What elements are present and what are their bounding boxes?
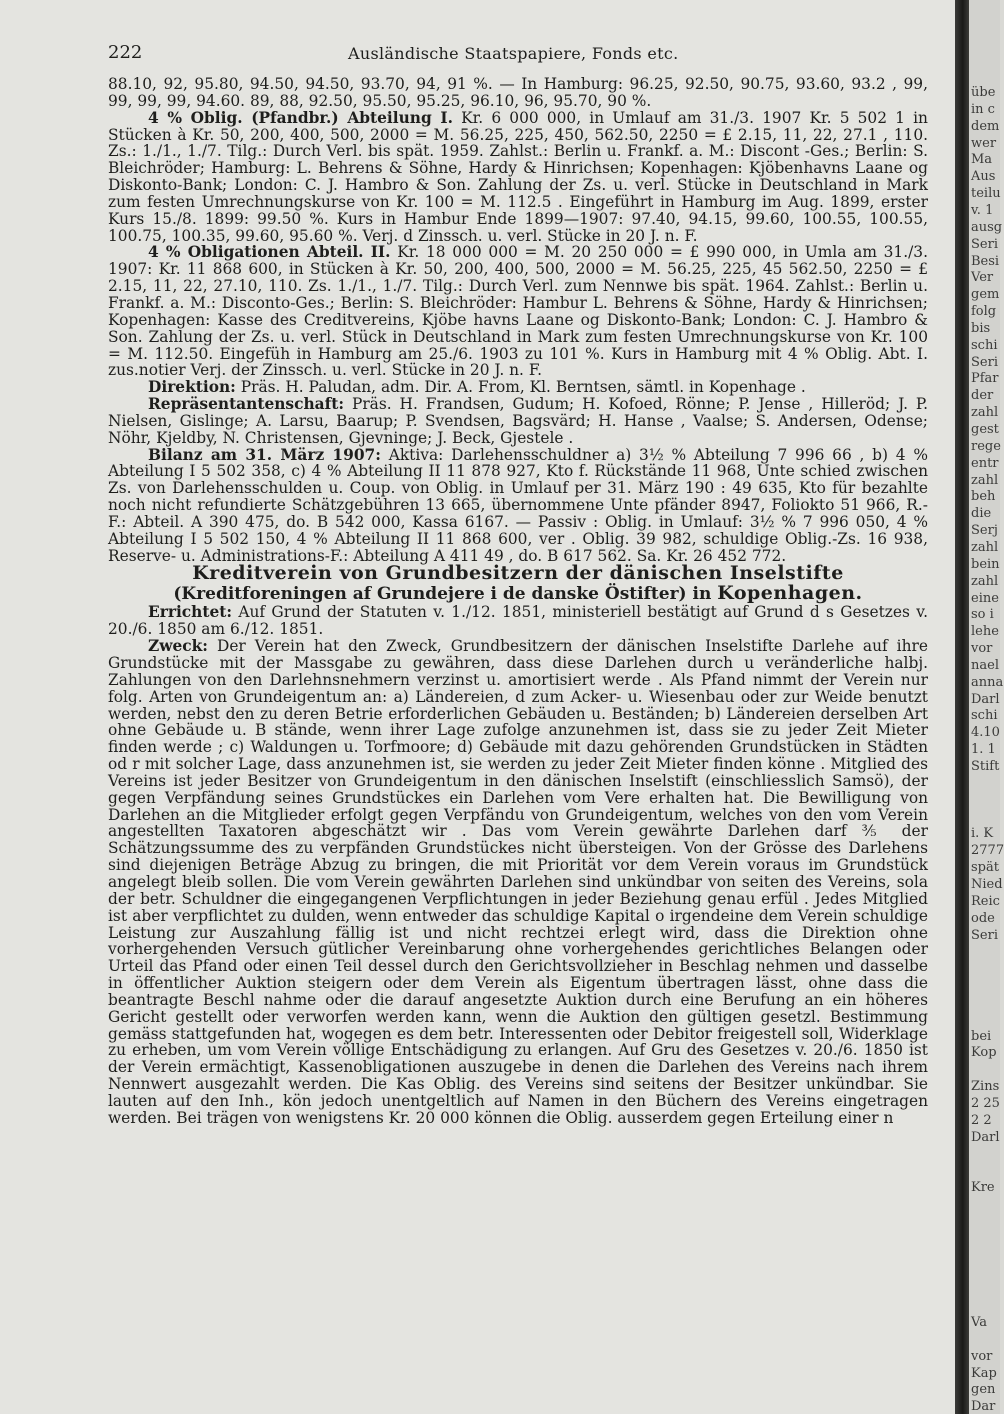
paragraph-heading: Bilanz am 31. März 1907:	[148, 445, 381, 464]
adjacent-page-fragment: Seri	[971, 354, 998, 370]
adjacent-page-fragment: 2 25	[971, 1096, 1000, 1111]
adjacent-page-fragment: Pfar	[971, 371, 999, 387]
paragraph-heading: 4 % Obligationen Abteil. II.	[148, 243, 391, 262]
adjacent-page-fragment: Kap	[971, 1365, 997, 1381]
paragraph-text: Präs. H. Frandsen, Gudum; H. Kofoed, Rönne; P. Jense , Hilleröd; J. P. Nielsen, Gislinge; A. Larsu, Baarup; P. Svendsen, Bagsvärd; H. Hanse , Vaalse; S. Andersen, Odense; Nöhr, Kjeldby, N. Christensen, Gjevninge; J. Beck, Gjestele .	[108, 395, 928, 447]
page-number: 222	[108, 42, 143, 63]
paragraph	[108, 379, 928, 396]
paragraph	[108, 396, 928, 447]
adjacent-page-fragment: Dar	[971, 1399, 996, 1414]
company-subtitle: (Kreditforeningen af Grundejere i de danske Östifter) in	[173, 584, 712, 605]
paragraph	[108, 447, 928, 565]
adjacent-page-fragment: Kop	[971, 1045, 997, 1061]
adjacent-page-fragment: Zins	[971, 1079, 1000, 1095]
company-heading	[108, 564, 928, 604]
paragraph-heading: Direktion:	[148, 378, 236, 397]
adjacent-page-fragment: 2 2	[971, 1112, 992, 1128]
adjacent-page-fragment: nael	[971, 657, 999, 673]
adjacent-page-fragment: ausg	[971, 219, 1003, 235]
adjacent-page-fragment: Stift	[971, 759, 1000, 774]
paragraph-text: Kr. 18 000 000 = M. 20 250 000 = £ 990 000, in Umla am 31./3. 1907: Kr. 11 868 600, in Stücken à Kr. 50, 200, 400, 500, 2000 = M. 56.25, 225, 45 562.50, 2250 = £ 2.15, 11, 22, 27.10, 110. Zs. 1./1., 1./7. Tilg.: Durch Verl. zum Nennwe bis spät. 1964. Zahlst.: Berlin u. Frankf. a. M.: Disconto-Ges.; Berlin: S. Bleichröder: Hambur L. Behrens & Söhne, Hardy & Hinrichsen; Kopenhagen: Kasse des Creditvereins, Kjöbe havns Laane og Diskonto-Bank; London: C. J. Hambro & Son. Zahlung der Zs. u. verl. Stück in Deutschland in Mark zum festen Umrechnungskurse von Kr. 100 = M. 112.50. Eingefüh in Hamburg am 25./6. 1903 zu 101 %. Kurs in Hamburg mit 4 % Oblig. Abt. I. zus.notier Verj. der Zinssch. u. verl. Stücke in 20 J. n. F.	[108, 243, 928, 380]
adjacent-page-fragment: schi	[971, 337, 998, 353]
paragraph-text: Präs. H. Paludan, adm. Dir. A. From, Kl. Berntsen, sämtl. in Kopenhage .	[240, 378, 806, 397]
adjacent-page-fragment: teilu	[971, 186, 1001, 202]
paragraph	[108, 244, 928, 379]
adjacent-page-fragment: spät	[971, 860, 999, 876]
adjacent-page-fragment: so i	[971, 607, 994, 623]
paragraph	[108, 76, 928, 110]
adjacent-page-fragment: Darl	[971, 1129, 1000, 1145]
paragraph-text: Aktiva: Darlehensschuldner a) 3½ % Abteilung 7 996 66 , b) 4 % Abteilung I 5 502 358, c) 4 % Abteilung II 11 878 927, Kto f. Rückstände 11 968, Unte schied zwischen Zs. von Darlehensschulden u. Coup. von Oblig. in Umlauf per 31. März 190 : 49 635, Kto für bezahlte noch nicht refundierte Schätzgebühren 13 665, übernommene Unte pfänder 8947, Foliokto 51 966, R.-F.: Abteil. A 390 475, do. B 542 000, Kassa 6167. — Passiv : Oblig. in Umlauf: 3½ % 7 996 050, 4 % Abteilung I 5 502 150, 4 % Abteilung II 11 868 600, ver . Oblig. 39 982, schuldige Oblig.-Zs. 16 938, Reserve- u. Administrations-F.: Abteilung A 411 49 , do. B 617 562. Sa. Kr. 26 452 772.	[108, 445, 928, 565]
adjacent-page-fragment: Serj	[971, 523, 998, 539]
adjacent-page-fragment: Reic	[971, 893, 1000, 909]
adjacent-page-fragment: 1. 1	[971, 742, 996, 758]
adjacent-page-fragment: Nied	[971, 876, 1003, 892]
paragraph-heading: 4 % Oblig. (Pfandbr.) Abteilung I.	[148, 108, 453, 127]
paragraph	[108, 110, 928, 245]
adjacent-page-fragment: 4.10	[971, 725, 1000, 741]
adjacent-page-fragment: vor	[971, 1348, 993, 1364]
adjacent-page-fragment: der	[971, 388, 994, 404]
paragraph	[108, 638, 928, 1126]
paragraph-heading: Repräsentantenschaft:	[148, 395, 345, 414]
adjacent-page-fragment: folg	[971, 304, 997, 320]
adjacent-page-fragment: Va	[971, 1315, 987, 1331]
adjacent-page-fragment: Kre	[971, 1180, 995, 1196]
adjacent-page-fragment: bei	[971, 1028, 992, 1044]
adjacent-page-fragment: in c	[971, 101, 995, 117]
adjacent-page-fragment: Ver	[971, 270, 994, 286]
adjacent-page-fragment: bein	[971, 556, 1000, 572]
paragraph-heading: Zweck:	[148, 637, 208, 656]
paragraph-text: 88.10, 92, 95.80, 94.50, 94.50, 93.70, 94, 91 %. — In Hamburg: 96.25, 92.50, 90.75, 93.60, 93.2 , 99, 99, 99, 99, 94.60. 89, 88, 92.50, 95.50, 95.25, 96.10, 96, 95.70, 90 %.	[108, 75, 928, 110]
adjacent-page-fragment: dem	[971, 118, 1000, 134]
adjacent-page-fragment: rege	[971, 438, 1001, 454]
adjacent-page-fragment: zahl	[971, 539, 999, 555]
paragraph-text: Der Verein hat den Zweck, Grundbesitzern der dänischen Inselstifte Darlehe auf ihre Grundstücke mit der Massgabe zu gewähren, dass diese Darlehen durch u veränderliche halbj. Zahlungen von den Darlehnsnehmern verzinst u. amortisiert werde . Als Pfand nimmt der Verein nur folg. Arten von Grundeigentum an: a) Ländereien, d zum Acker- u. Wiesenbau oder zur Weide benutzt werden, nebst den zu deren Betrie erforderlichen Gebäuden u. Beständen; b) Ländereien derselben Art ohne Gebäude u. B stände, wenn ihrer Lage zufolge anzunehmen ist, dass sie zu jeder Zeit Mieter finden werde ; c) Waldungen u. Torfmoore; d) Gebäude mit dazu gehörenden Grundstücken in Städten od r mit solcher Lage, dass anzunehmen ist, sie werden zu jeder Zeit Mieter finden könne . Mitglied des Vereins ist jeder Besitzer von Grundeigentum in den dänischen Inselstift (einschliesslich Samsö), der gegen Verpfändung seines Grundstückes ein Darlehen vom Vere erhalten hat. Die Bewilligung von Darlehen an die Mitglieder erfolgt gegen Verpfändu von Grundeigentum, welches von den vom Verein angestellten Taxatoren abgeschätzt wir . Das vom Verein gewährte Darlehen darf ⅗ der Schätzungssumme des zu verpfänden Grundstückes nicht übersteigen. Von der Grösse des Darlehens sind diejenigen Beträge Abzug zu bringen, die mit Priorität vor dem Verein voraus im Grundstück angelegt bleib sollen. Die vom Verein gewährten Darlehen sind unkündbar von seiten des Vereins, sola der betr. Schuldner die eingegangenen Verpflichtungen in jeder Beziehung genau erfül . Jedes Mitglied ist aber verpflichtet zu dulden, wenn entweder das schuldige Kapital o irgendeine dem Verein schuldige Leistung zur Auszahlung fällig ist und nicht rechtzei erlegt wird, dass die Direktion ohne vorhergehenden Versuch gütlicher Vereinbarung ohne vorhergehendes gerichtliches Belangen oder Urteil das Pfand oder einen Teil dessel durch den Gerichtsvollzieher in Beschlag nehmen und dasselbe in öffentlicher Auktion steigern oder dem Verein als Eigentum übertragen lässt, ohne dass die beantragte Beschl nahme oder die darauf angesetzte Auktion durch eine Berufung an ein höheres Gericht gestellt oder verworfen werden kann, wenn die Auktion den gültigen gesetzl. Bestimmung gemäss stattgefunden hat, wogegen es dem betr. Interessenten oder Debitor freigestell soll, Widerklage zu erheben, um vom Verein völlige Entschädigung zu erlangen. Auf Gru des Gesetzes v. 20./6. 1850 ist der Verein ermächtigt, Kassenobligationen auszugebe in denen die Darlehen des Vereins nach ihrem Nennwert ausgezahlt werden. Die Kas Oblig. des Vereins sind seitens der Besitzer unkündbar. Sie lauten auf den Inh., kön jedoch unentgeltlich auf Namen in den Büchern des Vereins eingetragen werden. Bei trägen von wenigstens Kr. 20 000 können die Oblig. ausserdem gegen Erteilung einer n	[108, 637, 928, 1127]
company-name: Kreditverein von Grundbesitzern der dänischen Inselstifte	[192, 562, 844, 585]
adjacent-page-fragment: vor	[971, 641, 993, 657]
adjacent-page-fragment: Darl	[971, 691, 1000, 707]
paragraph	[108, 604, 928, 638]
adjacent-page-fragment: gest	[971, 422, 999, 437]
adjacent-page-fragment: lehe	[971, 624, 999, 640]
paragraph-heading: Errichtet:	[148, 603, 233, 622]
adjacent-page-fragment: bis	[971, 320, 991, 336]
adjacent-page-fragment: wer	[971, 135, 997, 151]
adjacent-page-fragment: Besi	[971, 253, 1000, 269]
adjacent-page-fragment: ode	[971, 910, 995, 926]
adjacent-page-fragment: Ma	[971, 152, 993, 168]
adjacent-page-fragment: 2777	[971, 843, 1004, 859]
adjacent-page-fragment: zahl	[971, 573, 999, 589]
adjacent-page-fragment: eine	[971, 590, 999, 606]
adjacent-page-fragment: gem	[971, 287, 1000, 303]
adjacent-page-fragment: anna	[971, 674, 1004, 690]
adjacent-page-fragment: gen	[971, 1382, 996, 1398]
adjacent-page-fragment: beh	[971, 489, 996, 505]
adjacent-page-fragment: zahl	[971, 405, 999, 421]
company-city: Kopenhagen.	[717, 582, 863, 605]
adjacent-page-fragment: entr	[971, 455, 999, 471]
running-title: Ausländische Staatspapiere, Fonds etc.	[348, 44, 679, 63]
adjacent-page-fragment: übe	[971, 85, 996, 100]
page-body	[108, 76, 928, 1127]
paragraph-text: Auf Grund der Statuten v. 1./12. 1851, ministeriell bestätigt auf Grund d s Gesetzes v. 20./6. 1850 am 6./12. 1851.	[108, 603, 928, 639]
adjacent-page-fragment: v. 1	[971, 202, 994, 218]
adjacent-page-fragment: schi	[971, 708, 998, 724]
book-gutter	[955, 0, 969, 1414]
adjacent-page-fragment: zahl	[971, 472, 999, 488]
adjacent-page-fragment: i. K	[971, 826, 994, 842]
paragraph-text: Kr. 6 000 000, in Umlauf am 31./3. 1907 Kr. 5 502 1 in Stücken à Kr. 50, 200, 400, 500, 2000 = M. 56.25, 225, 450, 562.50, 2250 = £ 2.15, 11, 22, 27.1 , 110. Zs.: 1./1., 1./7. Tilg.: Durch Verl. bis spät. 1959. Zahlst.: Berlin u. Frankf. a. M.: Discont -Ges.; Berlin: S. Bleichröder; Hamburg: L. Behrens & Söhne, Hardy & Hinrichsen; Kopenhagen: Kjöbenhavns Laane og Diskonto-Bank; London: C. J. Hambro & Son. Zahlung der Zs. u. verl. Stücke in Deutschland in Mark zum festen Umrechnungskurse von Kr. 100 = M. 112.5 . Eingeführt in Hamburg im Aug. 1899, erster Kurs 15./8. 1899: 99.50 %. Kurs in Hambur Ende 1899—1907: 97.40, 94.15, 99.60, 100.55, 100.55, 100.75, 100.35, 99.60, 95.60 %. Verj. d Zinssch. u. verl. Stücke in 20 J. n. F.	[108, 108, 928, 245]
adjacent-page-edge	[969, 0, 1004, 1414]
adjacent-page-fragment: Aus	[971, 169, 996, 185]
adjacent-page-fragment: Seri	[971, 236, 998, 252]
page-header	[108, 42, 928, 66]
adjacent-page-fragment: Seri	[971, 927, 998, 943]
adjacent-page-fragment: die	[971, 506, 992, 522]
